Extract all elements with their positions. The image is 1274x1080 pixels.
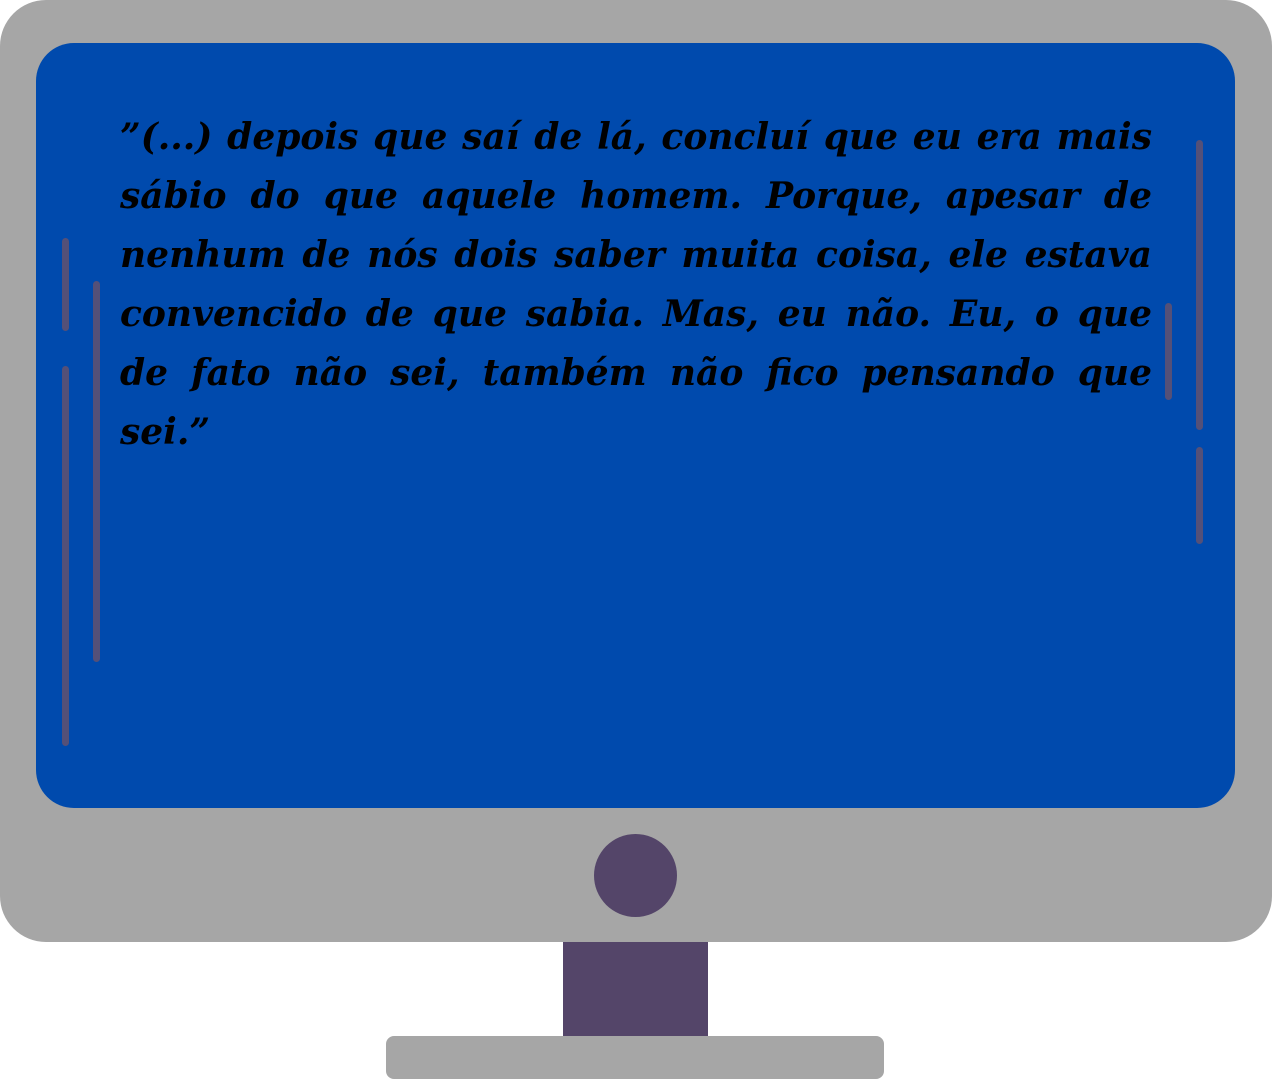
quote-text: ”(...) depois que saí de lá, concluí que eu era mais sábio do que aquele homem. Porque, apesar de nenhum de nós dois saber muita coisa, ele estava convencido de que sabia. Mas, eu não. Eu, o que de fato não sei, também não fico pensando que sei.” [120, 116, 1152, 453]
screen-glare-line [93, 281, 100, 662]
power-button[interactable] [594, 834, 677, 917]
screen-glare-line [62, 238, 69, 331]
screen-glare-line [1196, 140, 1203, 430]
monitor-stand-neck [563, 942, 708, 1040]
screen-glare-line [1165, 303, 1172, 400]
monitor-stand-base [386, 1036, 884, 1079]
screen-glare-line [1196, 447, 1203, 544]
screen-glare-line [62, 366, 69, 746]
